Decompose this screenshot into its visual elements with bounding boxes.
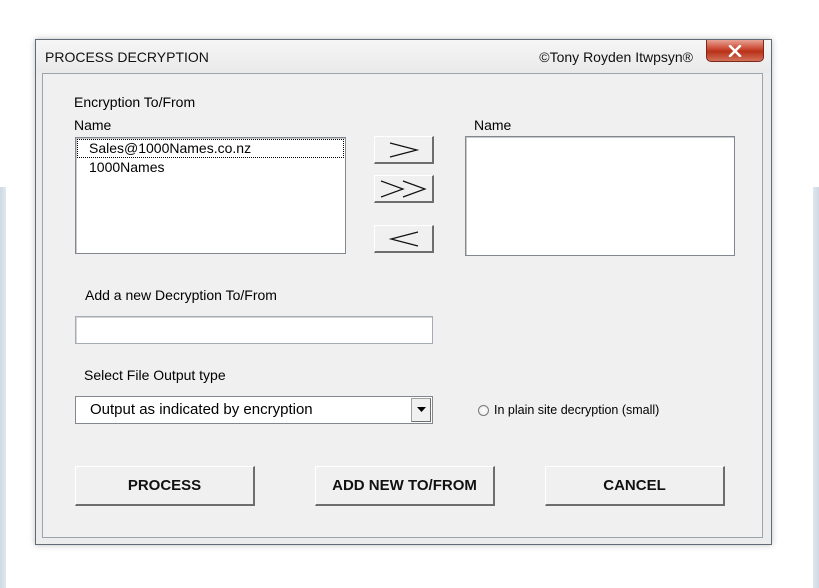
process-button[interactable]: PROCESS	[75, 466, 255, 506]
chevron-left-icon	[387, 229, 421, 249]
source-listbox[interactable]	[75, 137, 346, 254]
cancel-button[interactable]: CANCEL	[545, 466, 725, 506]
move-left-button[interactable]	[374, 225, 434, 253]
close-icon	[728, 45, 742, 57]
title-bar[interactable]	[36, 40, 771, 73]
move-right-button[interactable]	[374, 136, 434, 164]
double-chevron-right-icon	[379, 178, 429, 200]
output-type-value: Output as indicated by encryption	[90, 401, 313, 418]
plain-decryption-option[interactable]	[478, 403, 659, 417]
chevron-down-icon	[417, 407, 426, 413]
add-new-button[interactable]: ADD NEW TO/FROM	[315, 466, 495, 506]
new-entry-label: Add a new Decryption To/From	[85, 287, 277, 303]
background-window-frame-left	[0, 187, 6, 588]
list-item[interactable]: 1000Names	[89, 159, 165, 175]
background-window-frame-right	[813, 187, 819, 588]
output-type-select[interactable]	[75, 396, 433, 424]
chevron-right-icon	[387, 140, 421, 160]
close-button[interactable]	[706, 40, 764, 62]
radio-button[interactable]	[478, 405, 489, 416]
dialog-window	[35, 39, 772, 545]
move-all-right-button[interactable]	[374, 175, 434, 203]
dialog-body	[42, 73, 763, 538]
target-list-header: Name	[474, 117, 512, 133]
copyright-text: ©Tony Royden Itwpsyn®	[539, 49, 693, 65]
source-list-title: Encryption To/From	[74, 94, 196, 110]
source-list-header: Name	[74, 117, 112, 133]
dropdown-button[interactable]	[411, 398, 431, 422]
list-item[interactable]: Sales@1000Names.co.nz	[77, 139, 344, 158]
output-type-label: Select File Output type	[84, 367, 226, 383]
window-title: PROCESS DECRYPTION	[45, 49, 209, 65]
plain-decryption-label: In plain site decryption (small)	[494, 403, 660, 417]
new-entry-input[interactable]	[75, 316, 433, 344]
target-listbox[interactable]	[465, 136, 735, 256]
